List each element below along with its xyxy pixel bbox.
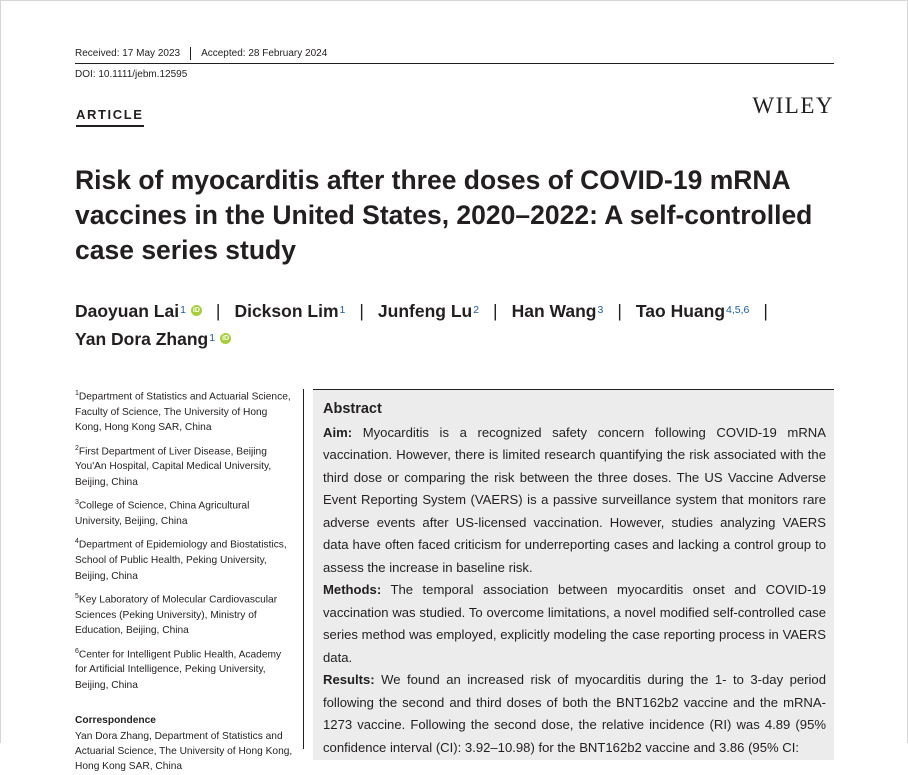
- article-type-label: ARTICLE: [76, 107, 144, 127]
- author-name[interactable]: Daoyuan Lai: [75, 301, 180, 321]
- section-label: Results:: [323, 672, 375, 687]
- abstract-body: [323, 398, 826, 759]
- affiliation: $^5$Key Laboratory of Molecular Cardiovascular Sciences (Peking University), Ministry of Education, Beijing, China: [75, 593, 278, 637]
- author-list: [75, 297, 835, 353]
- author-affiliation-ref: 1: [339, 304, 346, 316]
- section-label: Methods:: [323, 582, 382, 597]
- author-separator: |: [763, 301, 768, 321]
- abstract-aim: [323, 422, 826, 580]
- abstract-heading: Abstract: [323, 401, 382, 417]
- affiliation: $^4$Department of Epidemiology and Biostatistics, School of Public Health, Peking University, Beijing, China: [75, 538, 287, 582]
- accepted-date: Accepted: 28 February 2024: [201, 48, 328, 59]
- affiliation: $^1$Department of Statistics and Actuarial Science, Faculty of Science, The University of Hong Kong, Hong Kong SAR, China: [75, 390, 291, 434]
- doi[interactable]: DOI: 10.1111/jebm.12595: [75, 69, 188, 80]
- author-name[interactable]: Tao Huang: [635, 301, 726, 321]
- dates-row: [75, 47, 327, 60]
- orcid-icon[interactable]: iD: [222, 335, 230, 342]
- abstract-results: [323, 669, 826, 759]
- author[interactable]: [378, 297, 479, 325]
- author[interactable]: [636, 297, 749, 325]
- author[interactable]: [234, 297, 345, 325]
- author-affiliation-ref: 3: [597, 304, 604, 316]
- affiliation: $^3$College of Science, China Agricultural University, Beijing, China: [75, 499, 250, 528]
- author[interactable]: [75, 325, 231, 353]
- author-separator: |: [359, 301, 364, 321]
- author-separator: |: [215, 301, 221, 321]
- author-name[interactable]: Han Wang: [511, 301, 597, 321]
- article-title: Risk of myocarditis after three doses of COVID-19 mRNA vaccines in the United States, 2020–2022: A self-controlled case series study: [75, 165, 813, 265]
- author[interactable]: [75, 297, 202, 325]
- author-separator: |: [493, 301, 498, 321]
- author-name[interactable]: Junfeng Lu: [377, 301, 473, 321]
- correspondence-text: Yan Dora Zhang, Department of Statistics and Actuarial Science, The University of Hong Kong, Hong Kong SAR, China: [75, 730, 293, 773]
- affiliation: $^6$Center for Intelligent Public Health, Academy for Artificial Intelligence, Peking University, Beijing, China: [75, 647, 282, 691]
- section-text: Myocarditis is a recognized safety concern following COVID-19 mRNA vaccination. However, there is limited research quantifying the risk associated with the third dose or comparing the risk between the three doses. The US Vaccine Adverse Event Reporting System (VAERS) is a passive surveillance system that monitors rare adverse events after US-licensed vaccination. However, studies analyzing VAERS data have often faced criticism for underreporting cases and lacking a control group to assess the increase in baseline risk.: [323, 424, 826, 575]
- author-affiliation-ref: 1: [209, 332, 216, 344]
- received-date: Received: 17 May 2023: [75, 48, 181, 59]
- affiliation: $^2$First Department of Liver Disease, Beijing You'An Hospital, Capital Medical University, Beijing, China: [75, 444, 272, 488]
- author-affiliation-ref: 4,5,6: [726, 304, 750, 316]
- author-name[interactable]: Dickson Lim: [234, 301, 339, 321]
- abstract-methods: [323, 579, 826, 669]
- author-affiliation-ref: 2: [473, 304, 480, 316]
- author-name[interactable]: Yan Dora Zhang: [75, 329, 209, 349]
- publisher-logo: WILEY: [752, 93, 834, 118]
- author[interactable]: [512, 297, 604, 325]
- section-text: The temporal association between myocarditis onset and COVID-19 vaccination was studied. To overcome limitations, a novel modified self-controlled case series method was employed, explicitly modeling the case reporting process in VAERS data.: [323, 582, 827, 665]
- abstract-box: [313, 389, 834, 760]
- author-separator: |: [617, 301, 622, 321]
- column-divider: [303, 389, 304, 749]
- dates-separator: [190, 47, 191, 60]
- affiliations-column: [75, 386, 293, 775]
- correspondence-heading: Correspondence: [75, 715, 156, 727]
- section-label: Aim:: [323, 424, 353, 440]
- orcid-icon[interactable]: iD: [192, 307, 200, 314]
- header-rule: [75, 63, 834, 64]
- section-text: We found an increased risk of myocarditis during the 1- to 3-day period following the second and third doses of both the BNT162b2 vaccine and the mRNA-1273 vaccine. Following the second dose, the relative incidence (RI) was 4.89 (95% confidence interval (CI): 3.92–10.98) for the BNT162b2 vaccine and 3.86 (95% CI:: [323, 672, 826, 755]
- author-affiliation-ref: 1: [180, 304, 186, 316]
